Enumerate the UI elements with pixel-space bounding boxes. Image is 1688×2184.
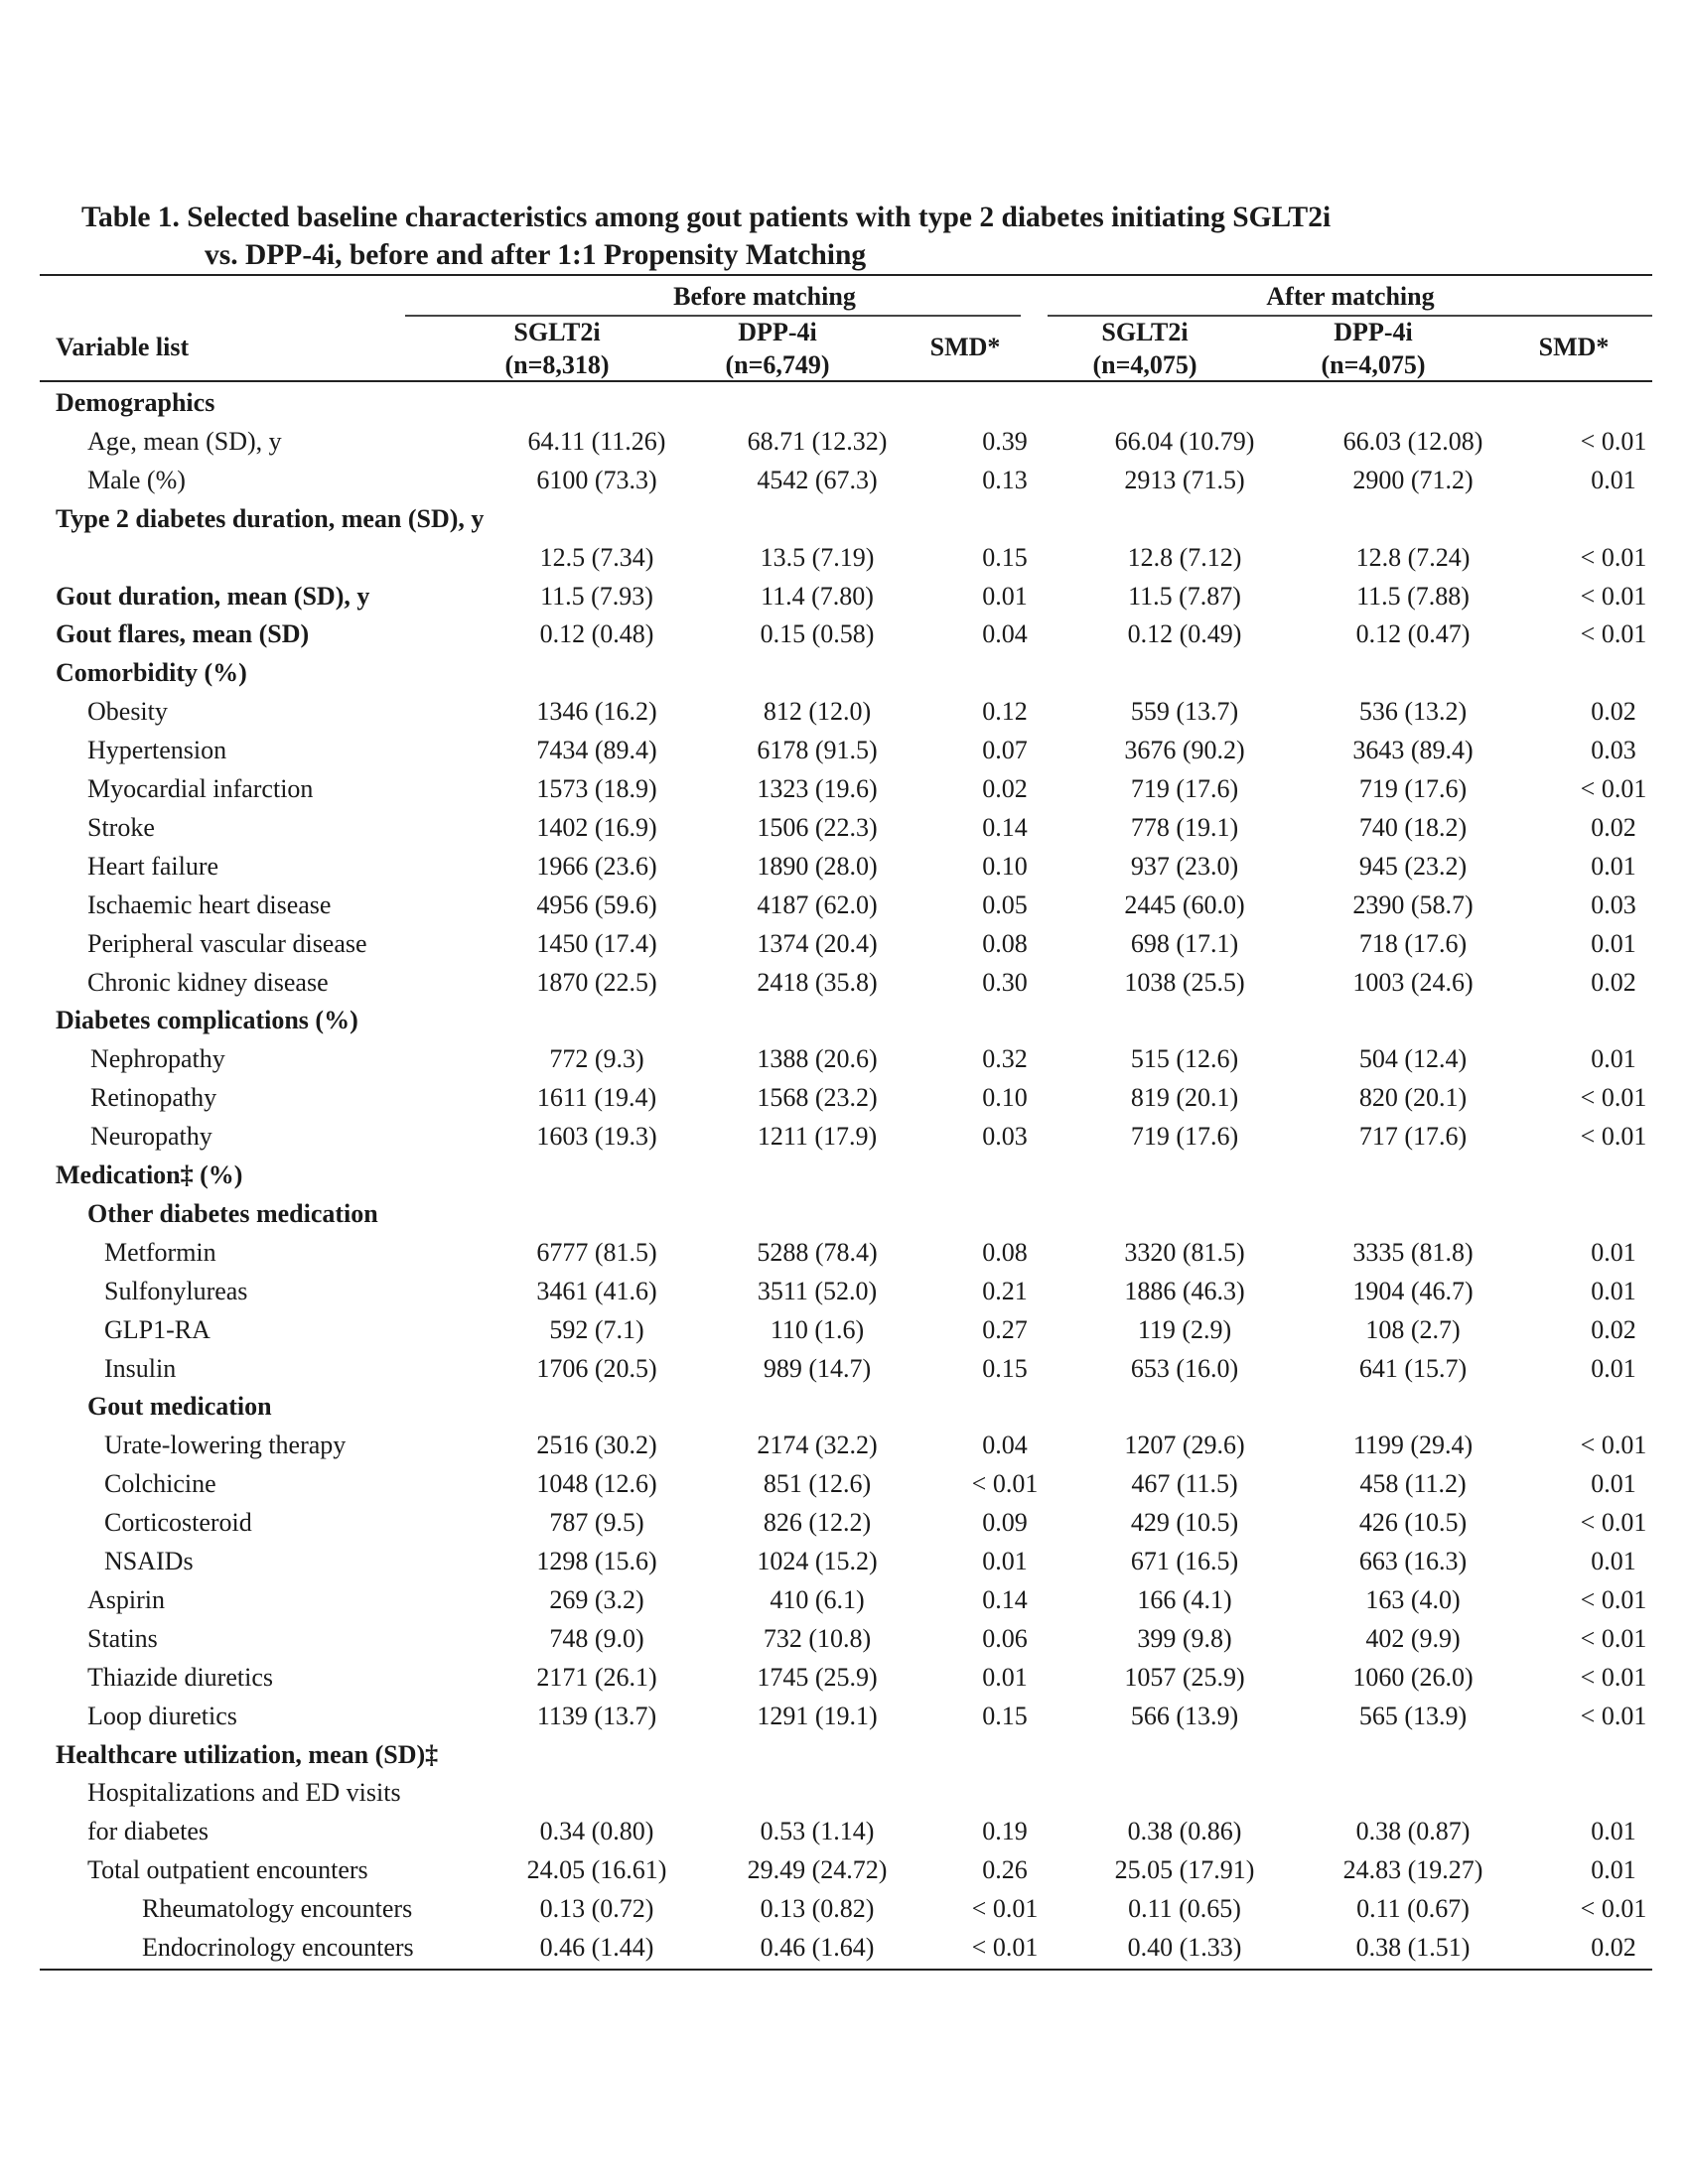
row-label: Gout flares, mean (SD) <box>56 619 310 649</box>
cell-after-dpp4i: 11.5 (7.88) <box>1356 581 1470 611</box>
row-label: Rheumatology encounters <box>142 1894 413 1924</box>
cell-after-sglt2i: 166 (4.1) <box>1137 1584 1232 1614</box>
table-row <box>40 1194 1652 1233</box>
cell-after-smd: < 0.01 <box>1580 619 1647 649</box>
cell-before-sglt2i: 748 (9.0) <box>549 1623 644 1653</box>
cell-before-dpp4i: 0.13 (0.82) <box>760 1894 875 1924</box>
table-row <box>40 1039 1652 1078</box>
header-drug-name: SGLT2i <box>1101 318 1189 346</box>
table-row <box>40 1850 1652 1889</box>
cell-after-dpp4i: 163 (4.0) <box>1365 1584 1461 1614</box>
cell-before-sglt2i: 2171 (26.1) <box>536 1662 657 1692</box>
row-label: Hypertension <box>87 736 227 765</box>
row-label: Gout duration, mean (SD), y <box>56 581 370 611</box>
table-row <box>40 1928 1652 1967</box>
cell-before-sglt2i: 1402 (16.9) <box>536 812 657 842</box>
cell-after-dpp4i: 0.38 (0.87) <box>1355 1817 1471 1846</box>
table-row <box>40 1233 1652 1272</box>
cell-after-sglt2i: 429 (10.5) <box>1130 1508 1239 1538</box>
cell-after-smd: 0.01 <box>1591 1237 1636 1267</box>
cell-before-dpp4i: 0.53 (1.14) <box>760 1817 875 1846</box>
row-label: Retinopathy <box>90 1083 217 1113</box>
table-title-line-1: Table 1. Selected baseline characteristics among gout patients with type 2 diabetes initiating SGLT2i <box>81 202 1332 233</box>
header-dpp4i-after <box>1261 316 1485 381</box>
cell-before-smd: 0.08 <box>982 1237 1028 1267</box>
cell-before-dpp4i: 110 (1.6) <box>770 1314 865 1344</box>
cell-after-sglt2i: 1057 (25.9) <box>1124 1662 1245 1692</box>
row-label: Demographics <box>56 388 215 417</box>
cell-after-sglt2i: 3320 (81.5) <box>1124 1237 1245 1267</box>
cell-after-smd: 0.02 <box>1591 697 1636 727</box>
cell-after-smd: 0.01 <box>1591 1469 1636 1499</box>
cell-after-smd: 0.02 <box>1591 1933 1636 1962</box>
cell-before-smd: 0.15 <box>982 1701 1028 1730</box>
cell-after-dpp4i: 663 (16.3) <box>1358 1547 1468 1575</box>
cell-after-sglt2i: 819 (20.1) <box>1130 1083 1239 1113</box>
cell-before-smd: 0.01 <box>982 581 1028 611</box>
cell-after-dpp4i: 504 (12.4) <box>1358 1044 1468 1074</box>
cell-before-dpp4i: 1291 (19.1) <box>757 1701 878 1730</box>
cell-before-smd: 0.04 <box>982 1431 1028 1460</box>
cell-before-sglt2i: 7434 (89.4) <box>536 736 657 765</box>
table-row <box>40 886 1652 924</box>
row-label: Statins <box>87 1623 158 1653</box>
row-label: Other diabetes medication <box>87 1198 378 1228</box>
cell-after-sglt2i: 119 (2.9) <box>1137 1314 1232 1344</box>
cell-after-dpp4i: 24.83 (19.27) <box>1342 1855 1483 1885</box>
table-row <box>40 422 1652 461</box>
cell-before-sglt2i: 269 (3.2) <box>549 1584 644 1614</box>
cell-before-sglt2i: 1139 (13.7) <box>536 1701 657 1730</box>
cell-after-dpp4i: 719 (17.6) <box>1358 774 1468 803</box>
table-row <box>40 614 1652 653</box>
cell-before-sglt2i: 0.12 (0.48) <box>539 619 654 649</box>
table-row <box>40 538 1652 577</box>
cell-before-dpp4i: 1211 (17.9) <box>757 1122 878 1152</box>
cell-after-smd: < 0.01 <box>1580 774 1647 803</box>
cell-after-sglt2i: 0.40 (1.33) <box>1127 1933 1242 1962</box>
cell-before-smd: 0.06 <box>982 1623 1028 1653</box>
cell-after-smd: 0.01 <box>1591 1547 1636 1575</box>
row-label: Peripheral vascular disease <box>87 928 367 958</box>
cell-after-dpp4i: 2900 (71.2) <box>1352 465 1474 494</box>
cell-after-dpp4i: 0.11 (0.67) <box>1356 1894 1470 1924</box>
cell-before-dpp4i: 3511 (52.0) <box>757 1276 878 1305</box>
cell-before-sglt2i: 1966 (23.6) <box>536 851 657 881</box>
cell-after-sglt2i: 66.04 (10.79) <box>1114 426 1255 456</box>
table-row <box>40 1387 1652 1426</box>
cell-after-sglt2i: 559 (13.7) <box>1130 697 1239 727</box>
cell-after-sglt2i: 698 (17.1) <box>1130 928 1239 958</box>
cell-after-sglt2i: 399 (9.8) <box>1137 1623 1232 1653</box>
row-label: NSAIDs <box>104 1547 194 1575</box>
cell-before-smd: < 0.01 <box>971 1894 1039 1924</box>
cell-after-sglt2i: 11.5 (7.87) <box>1128 581 1241 611</box>
cell-after-dpp4i: 0.38 (1.51) <box>1355 1933 1471 1962</box>
table-title-line-2: vs. DPP-4i, before and after 1:1 Propensity Matching <box>205 239 867 271</box>
cell-before-smd: 0.07 <box>982 736 1028 765</box>
table-row <box>40 1619 1652 1658</box>
row-label: Stroke <box>87 812 155 842</box>
cell-before-sglt2i: 1706 (20.5) <box>536 1353 657 1383</box>
row-label: Male (%) <box>87 465 186 494</box>
row-label: Neuropathy <box>90 1122 212 1152</box>
table-row <box>40 1156 1652 1194</box>
cell-before-smd: 0.02 <box>982 774 1028 803</box>
cell-after-smd: < 0.01 <box>1580 542 1647 572</box>
cell-after-smd: < 0.01 <box>1580 1508 1647 1538</box>
table-row <box>40 1117 1652 1156</box>
cell-after-dpp4i: 1904 (46.7) <box>1352 1276 1474 1305</box>
row-label: Total outpatient encounters <box>87 1855 368 1885</box>
table-row <box>40 808 1652 847</box>
cell-before-dpp4i: 1568 (23.2) <box>757 1083 878 1113</box>
cell-before-dpp4i: 812 (12.0) <box>763 697 872 727</box>
cell-before-smd: < 0.01 <box>971 1933 1039 1962</box>
header-sample-size: (n=8,318) <box>504 350 610 379</box>
cell-before-dpp4i: 1374 (20.4) <box>757 928 878 958</box>
header-drug-name: SGLT2i <box>513 318 601 346</box>
cell-after-smd: 0.01 <box>1591 465 1636 494</box>
cell-before-dpp4i: 6178 (91.5) <box>757 736 878 765</box>
cell-before-smd: 0.15 <box>982 1353 1028 1383</box>
cell-after-dpp4i: 1003 (24.6) <box>1352 967 1474 997</box>
cell-before-sglt2i: 1611 (19.4) <box>536 1083 657 1113</box>
cell-before-sglt2i: 4956 (59.6) <box>536 889 657 919</box>
table-row <box>40 1542 1652 1580</box>
header-variable-list: Variable list <box>56 333 190 361</box>
table-row <box>40 1078 1652 1117</box>
cell-before-dpp4i: 5288 (78.4) <box>757 1237 878 1267</box>
cell-after-smd: 0.01 <box>1591 1353 1636 1383</box>
cell-before-dpp4i: 11.4 (7.80) <box>761 581 874 611</box>
cell-before-sglt2i: 3461 (41.6) <box>536 1276 657 1305</box>
cell-before-dpp4i: 410 (6.1) <box>770 1584 865 1614</box>
table-row <box>40 499 1652 538</box>
table-row <box>40 1580 1652 1619</box>
table-top-rule <box>40 274 1652 276</box>
table-row <box>40 731 1652 769</box>
table-row <box>40 847 1652 886</box>
cell-before-sglt2i: 1603 (19.3) <box>536 1122 657 1152</box>
table-row <box>40 1889 1652 1928</box>
table-row <box>40 1697 1652 1735</box>
row-label: Metformin <box>104 1237 216 1267</box>
table-row <box>40 1503 1652 1542</box>
cell-after-dpp4i: 426 (10.5) <box>1358 1508 1468 1538</box>
row-label: GLP1-RA <box>104 1314 211 1344</box>
cell-before-dpp4i: 1890 (28.0) <box>757 851 878 881</box>
row-label: Medication‡ (%) <box>56 1160 243 1189</box>
cell-before-sglt2i: 1573 (18.9) <box>536 774 657 803</box>
cell-after-smd: 0.02 <box>1591 812 1636 842</box>
cell-before-smd: 0.32 <box>982 1044 1028 1074</box>
cell-before-dpp4i: 4542 (67.3) <box>757 465 878 494</box>
cell-before-dpp4i: 29.49 (24.72) <box>747 1855 888 1885</box>
header-smd-after: SMD* <box>1538 333 1610 361</box>
row-label: Thiazide diuretics <box>87 1662 273 1692</box>
cell-before-sglt2i: 1870 (22.5) <box>536 967 657 997</box>
cell-before-sglt2i: 1298 (15.6) <box>536 1547 657 1575</box>
cell-after-sglt2i: 515 (12.6) <box>1130 1044 1239 1074</box>
cell-before-smd: 0.12 <box>982 697 1028 727</box>
cell-before-dpp4i: 1506 (22.3) <box>757 812 878 842</box>
cell-after-sglt2i: 12.8 (7.12) <box>1127 542 1242 572</box>
cell-before-sglt2i: 0.46 (1.44) <box>539 1933 654 1962</box>
cell-after-sglt2i: 0.12 (0.49) <box>1127 619 1242 649</box>
cell-before-smd: 0.09 <box>982 1508 1028 1538</box>
cell-after-smd: < 0.01 <box>1580 1584 1647 1614</box>
cell-before-sglt2i: 772 (9.3) <box>549 1044 644 1074</box>
cell-after-dpp4i: 3335 (81.8) <box>1352 1237 1474 1267</box>
cell-after-sglt2i: 467 (11.5) <box>1131 1469 1238 1499</box>
cell-before-dpp4i: 1323 (19.6) <box>757 774 878 803</box>
row-label: Chronic kidney disease <box>87 967 329 997</box>
table-row <box>40 1735 1652 1774</box>
cell-before-dpp4i: 1388 (20.6) <box>757 1044 878 1074</box>
cell-after-smd: 0.02 <box>1591 1314 1636 1344</box>
header-dpp4i-before <box>665 316 890 381</box>
table-row <box>40 1773 1652 1812</box>
row-label: for diabetes <box>87 1817 210 1846</box>
row-label: Healthcare utilization, mean (SD)‡ <box>56 1739 439 1769</box>
row-label: Urate-lowering therapy <box>104 1431 347 1460</box>
cell-after-smd: < 0.01 <box>1580 1623 1647 1653</box>
cell-before-dpp4i: 13.5 (7.19) <box>760 542 875 572</box>
cell-before-dpp4i: 0.46 (1.64) <box>760 1933 875 1962</box>
row-label: Sulfonylureas <box>104 1276 248 1305</box>
row-label: Hospitalizations and ED visits <box>87 1778 401 1808</box>
cell-after-dpp4i: 3643 (89.4) <box>1352 736 1474 765</box>
row-label: Aspirin <box>87 1584 165 1614</box>
cell-before-smd: 0.04 <box>982 619 1028 649</box>
cell-before-sglt2i: 24.05 (16.61) <box>526 1855 667 1885</box>
cell-after-smd: < 0.01 <box>1580 1701 1647 1730</box>
row-label: Loop diuretics <box>87 1701 237 1730</box>
cell-after-dpp4i: 945 (23.2) <box>1358 851 1468 881</box>
cell-before-smd: 0.30 <box>982 967 1028 997</box>
table-row <box>40 924 1652 963</box>
header-bottom-rule <box>40 380 1652 382</box>
row-label: Comorbidity (%) <box>56 658 247 688</box>
header-sample-size: (n=4,075) <box>1321 350 1426 379</box>
cell-after-dpp4i: 820 (20.1) <box>1358 1083 1468 1113</box>
row-label: Diabetes complications (%) <box>56 1006 358 1035</box>
cell-before-sglt2i: 787 (9.5) <box>549 1508 644 1538</box>
cell-before-sglt2i: 0.34 (0.80) <box>539 1817 654 1846</box>
cell-before-smd: 0.26 <box>982 1855 1028 1885</box>
table-bottom-rule <box>40 1969 1652 1971</box>
header-sglt2i-before <box>445 316 669 381</box>
cell-after-sglt2i: 2913 (71.5) <box>1124 465 1245 494</box>
cell-after-dpp4i: 536 (13.2) <box>1358 697 1468 727</box>
header-sample-size: (n=4,075) <box>1092 350 1197 379</box>
cell-before-sglt2i: 11.5 (7.93) <box>540 581 653 611</box>
cell-after-dpp4i: 718 (17.6) <box>1358 928 1468 958</box>
cell-after-sglt2i: 566 (13.9) <box>1130 1701 1239 1730</box>
cell-before-smd: 0.14 <box>982 1584 1028 1614</box>
cell-after-sglt2i: 3676 (90.2) <box>1124 736 1245 765</box>
cell-after-sglt2i: 778 (19.1) <box>1130 812 1239 842</box>
cell-before-smd: < 0.01 <box>971 1469 1039 1499</box>
cell-after-dpp4i: 12.8 (7.24) <box>1355 542 1471 572</box>
header-before-matching: Before matching <box>673 282 856 311</box>
cell-after-smd: < 0.01 <box>1580 1894 1647 1924</box>
cell-after-sglt2i: 2445 (60.0) <box>1124 889 1245 919</box>
table-row <box>40 1464 1652 1503</box>
cell-before-sglt2i: 12.5 (7.34) <box>539 542 654 572</box>
row-label: Myocardial infarction <box>87 774 314 803</box>
cell-after-sglt2i: 1207 (29.6) <box>1124 1431 1245 1460</box>
row-label: Obesity <box>87 697 168 727</box>
table-row <box>40 692 1652 731</box>
cell-after-smd: 0.01 <box>1591 928 1636 958</box>
cell-before-smd: 0.14 <box>982 812 1028 842</box>
table-row <box>40 577 1652 615</box>
cell-before-sglt2i: 1346 (16.2) <box>536 697 657 727</box>
row-label: Ischaemic heart disease <box>87 889 332 919</box>
cell-after-sglt2i: 25.05 (17.91) <box>1114 1855 1255 1885</box>
table-row <box>40 1310 1652 1349</box>
cell-after-sglt2i: 0.11 (0.65) <box>1128 1894 1241 1924</box>
cell-after-dpp4i: 717 (17.6) <box>1358 1122 1468 1152</box>
cell-before-dpp4i: 826 (12.2) <box>763 1508 872 1538</box>
cell-before-dpp4i: 0.15 (0.58) <box>760 619 875 649</box>
cell-before-dpp4i: 851 (12.6) <box>763 1469 872 1499</box>
row-label: Heart failure <box>87 851 219 881</box>
cell-after-sglt2i: 653 (16.0) <box>1130 1353 1239 1383</box>
header-sample-size: (n=6,749) <box>725 350 830 379</box>
row-label: Insulin <box>104 1353 177 1383</box>
cell-after-dpp4i: 458 (11.2) <box>1359 1469 1467 1499</box>
cell-after-smd: 0.03 <box>1591 736 1636 765</box>
cell-before-smd: 0.10 <box>982 851 1028 881</box>
cell-before-sglt2i: 6777 (81.5) <box>536 1237 657 1267</box>
row-label: Corticosteroid <box>104 1508 252 1538</box>
cell-after-dpp4i: 1199 (29.4) <box>1352 1431 1474 1460</box>
cell-before-dpp4i: 989 (14.7) <box>763 1353 872 1383</box>
table-row <box>40 461 1652 499</box>
cell-after-smd: < 0.01 <box>1580 1662 1647 1692</box>
cell-after-smd: 0.01 <box>1591 1855 1636 1885</box>
cell-after-sglt2i: 1886 (46.3) <box>1124 1276 1245 1305</box>
cell-after-smd: 0.01 <box>1591 851 1636 881</box>
table-row <box>40 963 1652 1002</box>
cell-before-sglt2i: 1450 (17.4) <box>536 928 657 958</box>
header-smd-before: SMD* <box>929 333 1001 361</box>
cell-after-smd: 0.01 <box>1591 1817 1636 1846</box>
table-row <box>40 1349 1652 1388</box>
cell-before-sglt2i: 64.11 (11.26) <box>527 426 666 456</box>
table-row <box>40 1001 1652 1039</box>
cell-before-dpp4i: 1745 (25.9) <box>757 1662 878 1692</box>
cell-before-smd: 0.19 <box>982 1817 1028 1846</box>
cell-before-sglt2i: 2516 (30.2) <box>536 1431 657 1460</box>
cell-after-smd: 0.01 <box>1591 1276 1636 1305</box>
cell-before-smd: 0.08 <box>982 928 1028 958</box>
cell-after-smd: 0.03 <box>1591 889 1636 919</box>
cell-before-smd: 0.15 <box>982 542 1028 572</box>
cell-before-dpp4i: 68.71 (12.32) <box>747 426 888 456</box>
cell-after-smd: < 0.01 <box>1580 1431 1647 1460</box>
cell-after-dpp4i: 1060 (26.0) <box>1352 1662 1474 1692</box>
cell-before-smd: 0.39 <box>982 426 1028 456</box>
cell-after-sglt2i: 719 (17.6) <box>1130 774 1239 803</box>
cell-after-sglt2i: 937 (23.0) <box>1130 851 1239 881</box>
cell-before-smd: 0.01 <box>982 1547 1028 1575</box>
cell-before-smd: 0.13 <box>982 465 1028 494</box>
cell-before-dpp4i: 4187 (62.0) <box>757 889 878 919</box>
cell-before-dpp4i: 732 (10.8) <box>763 1623 872 1653</box>
header-drug-name: DPP-4i <box>1334 318 1413 346</box>
cell-before-smd: 0.27 <box>982 1314 1028 1344</box>
cell-before-sglt2i: 0.13 (0.72) <box>539 1894 654 1924</box>
table-row <box>40 1812 1652 1850</box>
cell-after-smd: < 0.01 <box>1580 426 1647 456</box>
cell-after-dpp4i: 641 (15.7) <box>1358 1353 1468 1383</box>
cell-after-dpp4i: 0.12 (0.47) <box>1355 619 1471 649</box>
table-row <box>40 1658 1652 1697</box>
row-label: Colchicine <box>104 1469 216 1499</box>
cell-after-dpp4i: 565 (13.9) <box>1358 1701 1468 1730</box>
row-label: Gout medication <box>87 1392 272 1422</box>
table-row <box>40 383 1652 422</box>
cell-after-dpp4i: 66.03 (12.08) <box>1342 426 1483 456</box>
cell-before-smd: 0.03 <box>982 1122 1028 1152</box>
cell-before-smd: 0.05 <box>982 889 1028 919</box>
cell-after-smd: < 0.01 <box>1580 1122 1647 1152</box>
cell-after-dpp4i: 740 (18.2) <box>1358 812 1468 842</box>
cell-before-sglt2i: 6100 (73.3) <box>536 465 657 494</box>
cell-after-sglt2i: 719 (17.6) <box>1130 1122 1239 1152</box>
row-label: Nephropathy <box>90 1044 225 1074</box>
cell-after-smd: 0.02 <box>1591 967 1636 997</box>
row-label: Endocrinology encounters <box>142 1933 414 1962</box>
header-drug-name: DPP-4i <box>738 318 817 346</box>
table-row <box>40 769 1652 808</box>
cell-after-sglt2i: 1038 (25.5) <box>1124 967 1245 997</box>
cell-before-dpp4i: 1024 (15.2) <box>757 1547 878 1575</box>
cell-before-dpp4i: 2418 (35.8) <box>757 967 878 997</box>
table-row <box>40 1426 1652 1464</box>
cell-after-smd: < 0.01 <box>1580 581 1647 611</box>
cell-before-smd: 0.10 <box>982 1083 1028 1113</box>
cell-before-smd: 0.01 <box>982 1662 1028 1692</box>
row-label: Type 2 diabetes duration, mean (SD), y <box>56 503 485 533</box>
cell-before-sglt2i: 592 (7.1) <box>549 1314 644 1344</box>
cell-after-sglt2i: 0.38 (0.86) <box>1127 1817 1242 1846</box>
header-sglt2i-after <box>1033 316 1257 381</box>
cell-after-smd: 0.01 <box>1591 1044 1636 1074</box>
cell-after-dpp4i: 2390 (58.7) <box>1352 889 1474 919</box>
table-row <box>40 1272 1652 1310</box>
cell-before-dpp4i: 2174 (32.2) <box>757 1431 878 1460</box>
table-row <box>40 653 1652 692</box>
cell-after-dpp4i: 108 (2.7) <box>1365 1314 1461 1344</box>
cell-before-sglt2i: 1048 (12.6) <box>536 1469 657 1499</box>
cell-before-smd: 0.21 <box>982 1276 1028 1305</box>
cell-after-dpp4i: 402 (9.9) <box>1365 1623 1461 1653</box>
cell-after-smd: < 0.01 <box>1580 1083 1647 1113</box>
header-after-matching: After matching <box>1266 282 1435 311</box>
table-title <box>81 199 1630 274</box>
row-label: Age, mean (SD), y <box>87 426 282 456</box>
cell-after-sglt2i: 671 (16.5) <box>1130 1547 1239 1575</box>
